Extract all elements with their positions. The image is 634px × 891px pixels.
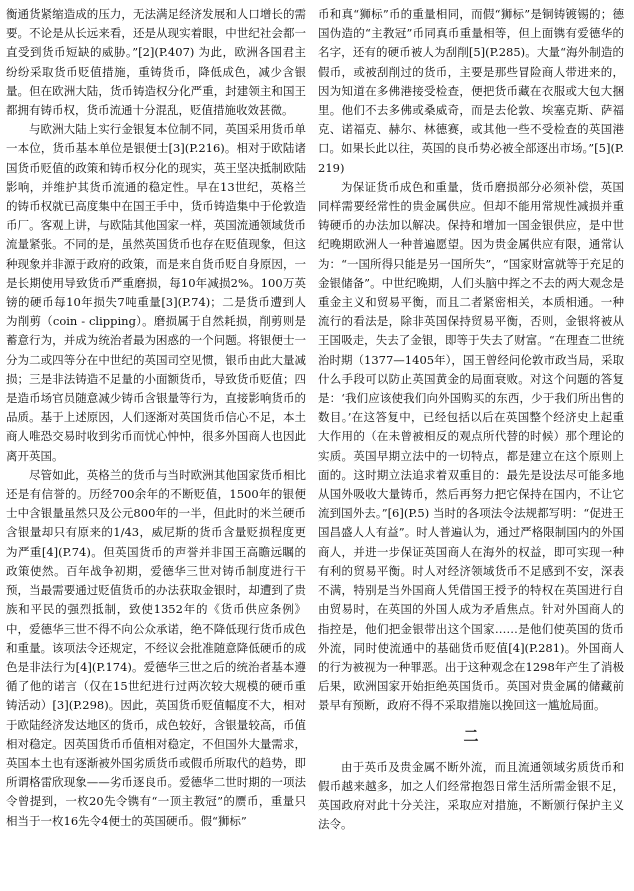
paragraph-left-3: 尽管如此，英格兰的货币与当时欧洲其他国家货币相比还是有信誉的。历经700余年的不断贬值，1500年的银便士中含银量虽然只及公元800年的一半，但此时的米兰硬币含银量却只有原来的1/43，威尼斯的货币含量贬损程度更为严重[4](P.74)。但英国货币的声誉并非国王高瞻远瞩的政策使然。百年战争初期，爱德华三世对铸币制度进行干预，当最需要通过贬值货币的办法获取金银时，却遭到了贵族和平民的强烈抵制，致使1352年的《货币供应条例》中，爱德华三世不得不向公众承诺，绝不降低现行货币成色和重量。该项法令还规定，不经议会批准随意降低硬币的成色是非法行为[4](P.174)。爱德华三世之后的统治者基本遵循了他的诺言（仅在15世纪进行过两次较大规模的硬币重铸活动）[3](P.298)。因此，英国货币贬值幅度不大，相对于欧陆经济发达地区的货币，成色较好，含银量较高，币值相对稳定。因英国货币币值相对稳定，不但国外大量需求，英国本土也有逐渐被外国劣质货币或假币所取代的趋势，即所谓格雷欣现象——劣币逐良币。爱德华二世时期的一项法令曾提到，一枚20先令镌有“一顶主教冠”的赝币，重量只相当于一枚16先令4便士的英国硬币。假“狮标”: [6, 467, 306, 828]
paragraph-left-2: 与欧洲大陆上实行金银复本位制不同，英国采用货币单一本位，货币基本单位是银便士[3](P.216)。相对于欧陆诸国货币贬值的政策和铸币权分化的现实，英王坚决抵制欧陆影响，并维护其货币流通的稳定性。早在13世纪，英格兰的铸币权就已高度集中在国王手中，货币铸造集中于伦敦造币厂。客观上讲，与欧陆其他国家一样，英国流通领域货币流量紧张。不同的是，虽然英国货币也存在贬值现象，但这种现象并非源于政府的政策，而是来自货币贬自身原因，一是长期使用导致货币严重磨损，每10年减损2%。100万英镑的硬币每10年损失7吨重量[3](P.74)；二是货币遭到人为削剪（coin - clipping）。磨损属于自然耗损，削剪则是蓄意行为，并成为统治者最为困惑的一个问题。将银便士一分为二或四等分在中世纪的英国司空见惯，银币由此大量减损；三是非法铸造不足量的小面额货币，导致货币贬值；四是造币场官员随意减少铸币含银量等行为，直接影响货币的品质。基于上述原因，人们逐渐对英国货币信心不足，本土商人唯恐交易时收到劣币而忧心忡忡，很多外国商人也因此离开英国。: [6, 122, 306, 463]
paragraph-right-3: 由于英币及贵金属不断外流，而且流通领域劣质货币和假币越来越多，加之人们经常抱怨日常生活所需金银不足，英国政府对此十分关注，采取应对措施，不断颁行保护主义法令。: [318, 759, 624, 832]
right-column: [318, 5, 624, 834]
paragraph-right-1: 币和真“狮标”币的重量相同，而假“狮标”是铜铸镀锡的；德国伪造的“主教冠”币同真币重量相等，但上面镌有爱德华的名字，还有的硬币被人为刮削[5](P.285)。大量“海外制造的假币，或被刮削过的货币，主要是那些冒险商人带进来的，因为知道在多佛港接受检查，便把货币藏在衣服或大包大捆里。他们不去多佛或桑威奇，而是去伦敦、埃塞克斯、萨福克、诺福克、赫尔、林德赛，或其他一些不受检查的英国港口。如果长此以往，英国的良币势必被全部逐出市场。”[5](P.219): [318, 7, 624, 175]
section-heading: 二: [463, 726, 479, 745]
left-column: [6, 5, 306, 831]
paragraph-left-1: 衡通货紧缩造成的压力，无法满足经济发展和人口增长的需要。不论是从长远来看，还是从现实着眼，中世纪社会都一直受到货币短缺的威胁。”[2](P.407) 为此，欧洲各国君主纷纷采取货币贬值措施，重铸货币，降低成色，减少含银量。但在欧洲大陆，货币铸造权分化严重，封建领主和国王都拥有铸币权，货币流通十分混乱，贬值措施收效甚微。: [6, 7, 306, 118]
paragraph-right-2: 为保证货币成色和重量，货币磨损部分必须补偿，英国同样需要经常性的贵金属供应。但却不能用常规性减损并重铸硬币的办法加以解决。保持和增加一国金银供应，是中世纪晚期欧洲人一种普遍愿望。因为贵金属供应有限，通常认为：“一国所得只能是另一国所失”，“国家财富就等于充足的金银储备”。中世纪晚期，人们头脑中挥之不去的两大观念是重金主义和贸易平衡，而且二者紧密相关，本质相通。一种流行的看法是，除非英国保持贸易平衡，否则，金银将被从王国吸走，失去了金银，即等于失去了财富。“在理查二世统治时期（1377—1405年），国王曾经问伦敦市政当局，采取什么手段可以防止英国黄金的局面衰败。对这个问题的答复是：‘我们应该使我们向外国购买的东西，少于我们所出售的数目。’在这答复中，已经包括以后在英国整个经济史上起重大作用的（在未曾被相反的观点所代替的时候）那个理论的实质。英国早期立法中的一切特点，都是建立在这个原则上面的。这时期立法追求着双重目的：最先是设法尽可能多地从国外吸收大量铸币，然后再努力把它保持在国内，不让它流到国外去。”[6](P.5) 当时的各项法令法规都写明：“促进王国昌盛人人有益”。时人普遍认为，通过严格限制国内的外国商人，并进一步保证英国商人在海外的权益，即可实现一种有利的贸易平衡。时人对经济领域货币不足感到不安，深表不满，特别是当外国商人凭借国王授予的特权在英国进行自由贸易时，在英国的外国人成为矛盾焦点。针对外国商人的指控是，他们把金银带出这个国家……是他们使英国的货币外流，同时使流通中的基础货币贬值[4](P.281)。外国商人的行为被视为一种罪恶。出于这种观念在1298年产生了消极后果，欧洲国家开始拒绝英国货币。英国对贵金属的储藏前景早有预断，政府不得不采取措施以挽回这一尴尬局面。: [318, 179, 624, 713]
